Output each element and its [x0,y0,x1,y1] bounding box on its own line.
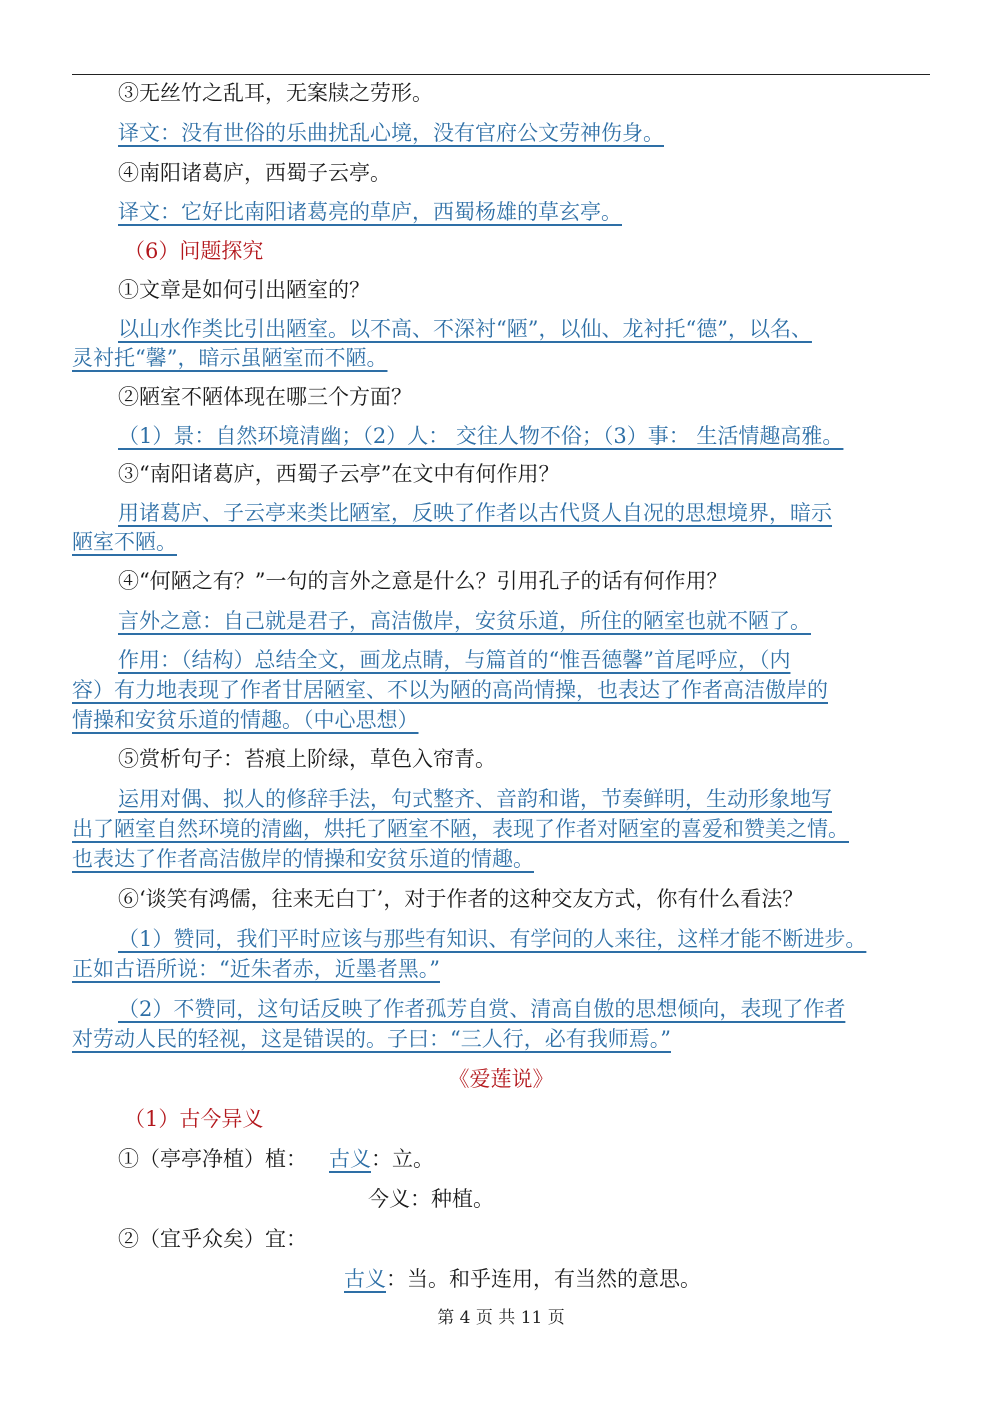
header-rule [72,74,930,75]
quote-line: ③无丝竹之乱耳，无案牍之劳形。 [118,81,433,105]
translation-line: 译文：它好比南阳诸葛亮的草庐，西蜀杨雄的草玄亭。 [118,200,622,224]
section-heading: （6）问题探究 [124,239,264,263]
page-number: 第 4 页 共 11 页 [437,1308,565,1328]
question-line: ①文章是如何引出陋室的？ [118,278,370,302]
answer-line: 运用对偶、拟人的修辞手法，句式整齐、音韵和谐，节奏鲜明，生动形象地写 [118,787,832,811]
answer-line: 容）有力地表现了作者甘居陋室、不以为陋的高尚情操，也表达了作者高洁傲岸的 [72,678,828,702]
ancient-meaning: ：立。 [371,1147,434,1171]
translation-line: 译文：没有世俗的乐曲扰乱心境，没有官府公文劳神伤身。 [118,121,664,145]
answer-line: 灵衬托“馨”，暗示虽陋室而不陋。 [72,346,388,370]
answer-line: 情操和安贫乐道的情趣。（中心思想） [72,708,419,732]
answer-line: （2）不赞同，这句话反映了作者孤芳自赏、清高自傲的思想倾向，表现了作者 [118,997,846,1021]
answer-line: 正如古语所说：“近朱者赤，近墨者黑。” [72,957,440,981]
question-line: ②陋室不陋体现在哪三个方面？ [118,385,412,409]
vocab-line [344,1264,701,1294]
answer-line: 用诸葛庐、子云亭来类比陋室，反映了作者以古代贤人自况的思想境界，暗示 [118,501,832,525]
document-page [72,0,930,1414]
vocab-phrase: ①（亭亭净植）植： [118,1147,307,1171]
answer-line: 对劳动人民的轻视，这是错误的。子曰：“三人行，必有我师焉。” [72,1027,671,1051]
essay-title: 《爱莲说》 [448,1067,554,1091]
answer-line: 也表达了作者高洁傲岸的情操和安贫乐道的情趣。 [72,847,534,871]
question-line: ⑥‘谈笑有鸿儒，往来无白丁’，对于作者的这种交友方式，你有什么看法？ [118,887,804,911]
answer-line: 言外之意：自己就是君子，高洁傲岸，安贫乐道，所住的陋室也就不陋了。 [118,609,811,633]
question-line: ③“南阳诸葛庐，西蜀子云亭”在文中有何作用？ [118,462,560,486]
ancient-meaning-label: 古义 [329,1147,371,1171]
answer-line: 陋室不陋。 [72,530,177,554]
quote-line: ④南阳诸葛庐，西蜀子云亭。 [118,161,391,185]
vocab-line: ②（宜乎众矣）宜： [118,1227,307,1251]
ancient-meaning: ：当。和乎连用，有当然的意思。 [386,1267,701,1291]
answer-line: 作用：（结构）总结全文，画龙点睛，与篇首的“惟吾德馨”首尾呼应，（内 [118,648,791,672]
question-line: ⑤赏析句子：苔痕上阶绿，草色入帘青。 [118,747,496,771]
vocab-line [118,1144,434,1174]
modern-meaning: 今义：种植。 [368,1187,494,1211]
question-line: ④“何陋之有？”一句的言外之意是什么？引用孔子的话有何作用？ [118,569,728,593]
ancient-meaning-label: 古义 [344,1267,386,1291]
answer-line: （1）赞同，我们平时应该与那些有知识、有学问的人来往，这样才能不断进步。 [118,927,867,951]
answer-line: （1）景：自然环境清幽；（2）人： 交往人物不俗；（3）事： 生活情趣高雅。 [118,424,844,448]
answer-line: 以山水作类比引出陋室。以不高、不深衬“陋”，以仙、龙衬托“德”，以名、 [118,317,812,341]
section-heading: （1）古今异义 [124,1107,264,1131]
answer-line: 出了陋室自然环境的清幽，烘托了陋室不陋，表现了作者对陋室的喜爱和赞美之情。 [72,817,849,841]
